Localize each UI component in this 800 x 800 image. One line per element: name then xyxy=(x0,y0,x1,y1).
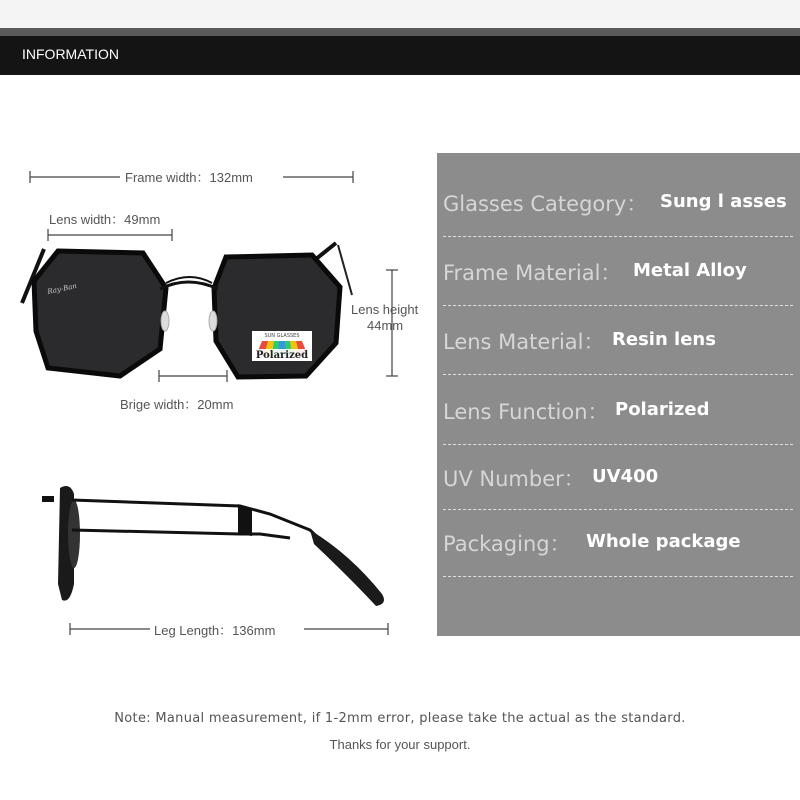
spec-label: Frame Material： xyxy=(443,261,622,285)
divider xyxy=(443,374,793,375)
top-band xyxy=(0,0,800,28)
sunglasses-front-image xyxy=(0,163,376,413)
spec-row-uv-number xyxy=(443,463,793,491)
spec-value: Sung l asses xyxy=(660,191,787,212)
divider xyxy=(443,305,793,306)
lens-width-label: Lens width：49mm xyxy=(46,209,163,228)
spec-value: Polarized xyxy=(615,399,710,420)
spec-label: UV Number： xyxy=(443,467,585,491)
spec-label: Packaging： xyxy=(443,532,571,556)
brand-logo: Ray-Ban xyxy=(46,281,78,296)
spec-panel xyxy=(437,153,800,636)
spec-value: Whole package xyxy=(586,531,741,552)
leg-length-label: Leg Length：136mm xyxy=(151,620,278,639)
spec-value: Resin lens xyxy=(612,329,716,350)
divider xyxy=(443,236,793,237)
spec-label: Lens Function： xyxy=(443,400,609,424)
bridge-width-label: Brige width：20mm xyxy=(117,394,236,413)
measurement-note: Note: Manual measurement, if 1-2mm error, please take the actual as the standard. xyxy=(114,711,686,726)
divider xyxy=(443,576,793,577)
top-divider xyxy=(0,28,800,36)
svg-text:SUN GLASSES: SUN GLASSES xyxy=(264,333,300,339)
lens-height-value: 44mm xyxy=(367,318,404,333)
divider xyxy=(443,444,793,445)
spec-value: Metal Alloy xyxy=(633,260,747,281)
polarized-badge xyxy=(252,331,312,361)
divider xyxy=(443,509,793,510)
spec-row-lens-material xyxy=(443,326,793,354)
spec-row-lens-function xyxy=(443,396,793,424)
spec-label: Lens Material： xyxy=(443,330,605,354)
spec-value: UV400 xyxy=(592,466,659,487)
section-header xyxy=(0,36,800,75)
section-title: INFORMATION xyxy=(22,46,119,62)
spec-label: Glasses Category： xyxy=(443,192,648,216)
thanks-note: Thanks for your support. xyxy=(329,737,471,752)
spec-row-frame-material xyxy=(443,257,793,285)
spec-row-category xyxy=(443,188,793,216)
spec-row-packaging xyxy=(443,528,793,556)
svg-text:Polarized: Polarized xyxy=(255,350,309,361)
front-view-photo xyxy=(0,163,376,413)
frame-width-label: Frame width：132mm xyxy=(122,167,256,186)
lens-height-label: Lens height xyxy=(351,302,419,317)
